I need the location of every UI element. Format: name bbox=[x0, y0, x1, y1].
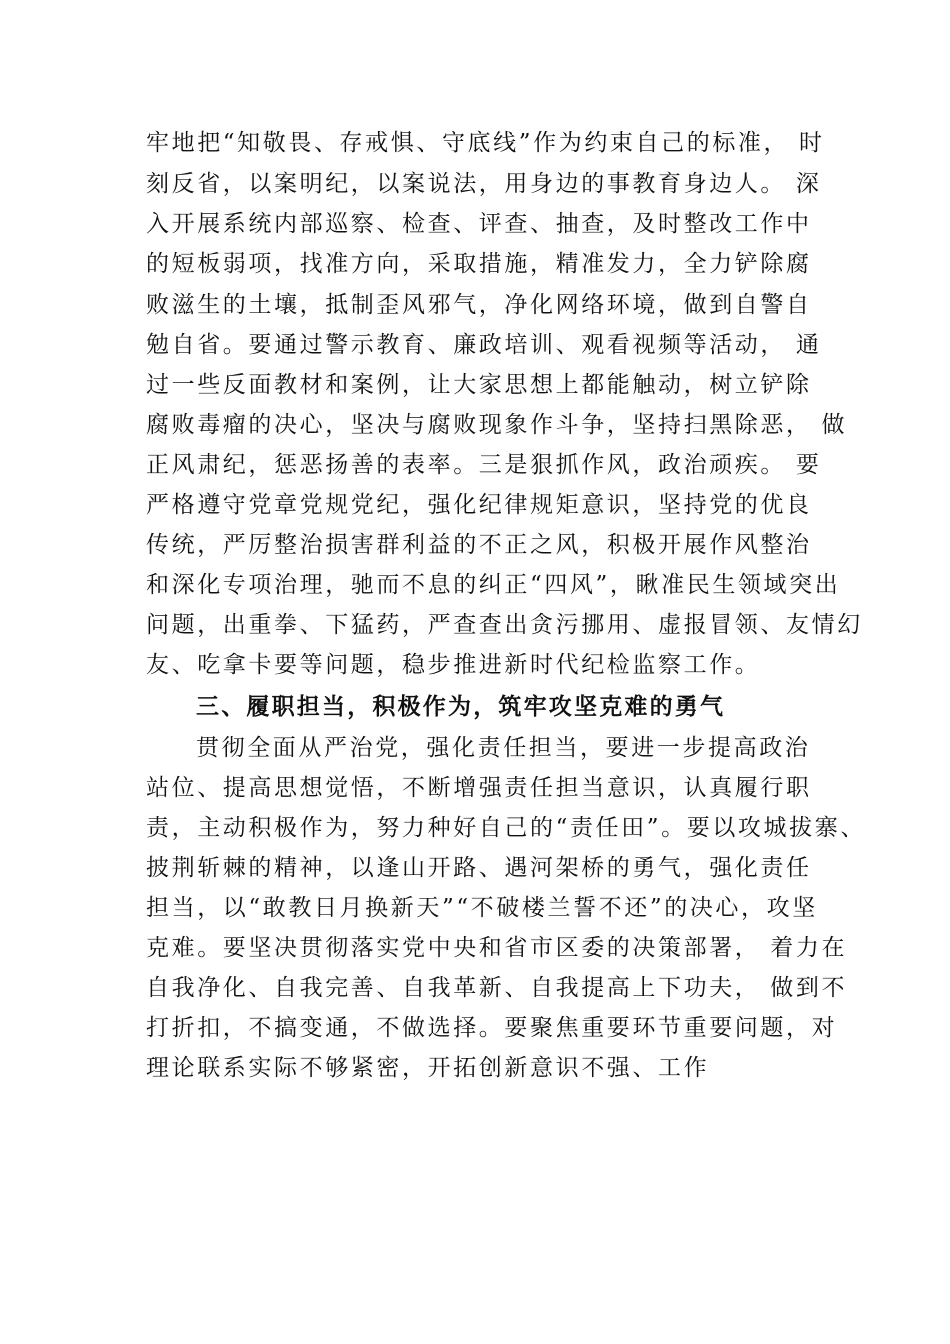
paragraph-1-line-4: 的短板弱项，找准方向，采取措施，精准发力，全力铲除腐 bbox=[146, 251, 812, 277]
paragraph-1-line-5: 败滋生的土壤，抵制歪风邪气，净化网络环境，做到自警自 bbox=[146, 292, 812, 318]
paragraph-1-line-8: 腐败毒瘤的决心，坚决与腐败现象作斗争，坚持扫黑除恶， 做 bbox=[146, 412, 848, 438]
paragraph-1-line-10: 严格遵守党章党规党纪，强化纪律规矩意识，坚持党的优良 bbox=[146, 492, 812, 518]
paragraph-2-line-1: 贯彻全面从严治党，强化责任担当，要进一步提高政治 bbox=[196, 735, 811, 761]
paragraph-2-line-8: 打折扣，不搞变通，不做选择。要聚焦重要环节重要问题，对 bbox=[146, 1015, 838, 1041]
paragraph-2-line-4: 披荆斩棘的精神，以逢山开路、遇河架桥的勇气，强化责任 bbox=[146, 855, 812, 881]
paragraph-1-line-7: 过一些反面教材和案例，让大家思想上都能触动，树立铲除 bbox=[146, 372, 812, 398]
paragraph-2-line-5: 担当，以“敢教日月换新天”“不破楼兰誓不还”的决心，攻坚 bbox=[146, 895, 818, 921]
paragraph-1-line-6: 勉自省。要通过警示教育、廉政培训、观看视频等活动， 通 bbox=[146, 332, 822, 358]
paragraph-1-line-12: 和深化专项治理，驰而不息的纠正“四风”，瞅准民生领域突出 bbox=[146, 572, 841, 598]
paragraph-1-line-13: 问题，出重拳、下猛药，严查查出贪污挪用、虚报冒领、友情幻 bbox=[146, 612, 863, 638]
paragraph-2-line-6: 克难。要坚决贯彻落实党中央和省市区委的决策部署， 着力在 bbox=[146, 935, 848, 961]
paragraph-2-line-7: 自我净化、自我完善、自我革新、自我提高上下功夫， 做到不 bbox=[146, 975, 848, 1001]
paragraph-2-line-9: 理论联系实际不够紧密，开拓创新意识不强、工作 bbox=[146, 1055, 710, 1081]
paragraph-2-line-3: 责，主动积极作为，努力种好自己的“责任田”。要以攻城拔寨、 bbox=[146, 815, 866, 841]
paragraph-1-line-14: 友、吃拿卡要等问题，稳步推进新时代纪检监察工作。 bbox=[146, 652, 761, 678]
section-heading: 三、履职担当，积极作为，筑牢攻坚克难的勇气 bbox=[196, 694, 726, 720]
paragraph-1-line-9: 正风肃纪，惩恶扬善的表率。三是狠抓作风，政治顽疾。 要 bbox=[146, 452, 822, 478]
paragraph-2-line-2: 站位、提高思想觉悟，不断增强责任担当意识，认真履行职 bbox=[146, 775, 812, 801]
paragraph-1-line-1: 牢地把“知敬畏、存戒惧、守底线”作为约束自己的标准， 时 bbox=[146, 130, 825, 156]
paragraph-1-line-3: 入开展系统内部巡察、检查、评查、抽查，及时整改工作中 bbox=[146, 211, 812, 237]
paragraph-1-line-2: 刻反省，以案明纪，以案说法，用身边的事教育身边人。 深 bbox=[146, 171, 822, 197]
paragraph-1-line-11: 传统，严厉整治损害群利益的不正之风，积极开展作风整治 bbox=[146, 532, 812, 558]
